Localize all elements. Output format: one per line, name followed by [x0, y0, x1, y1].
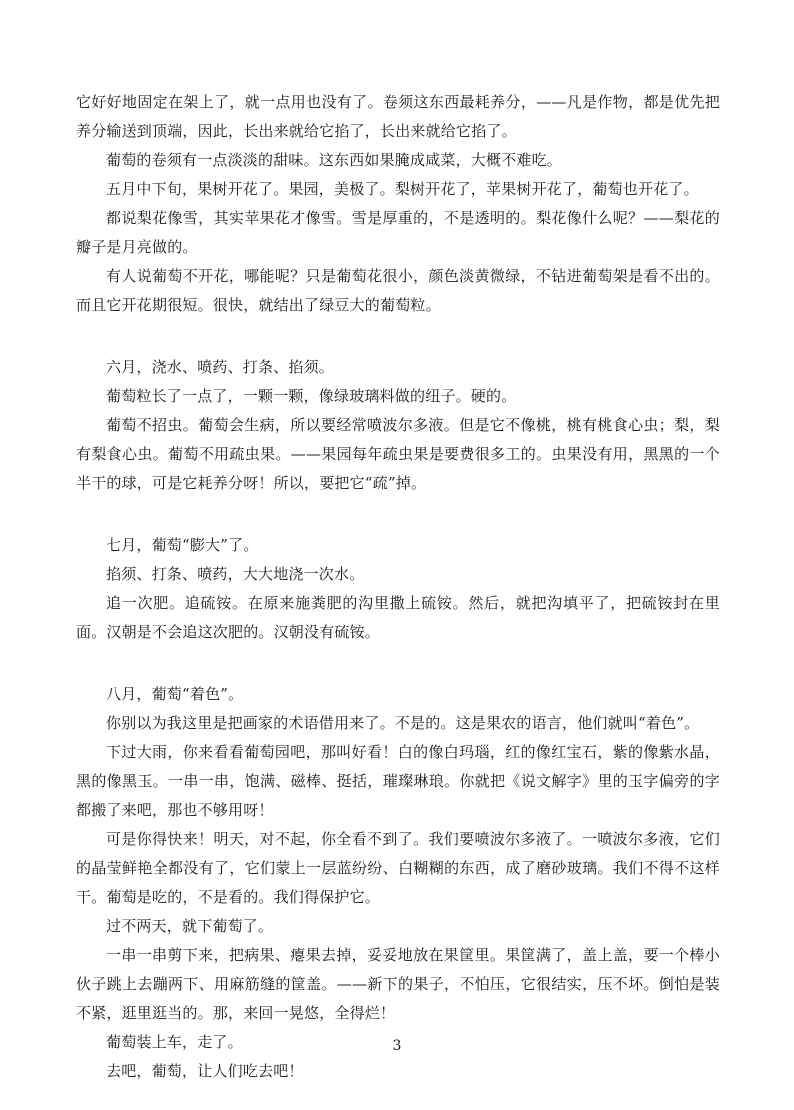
paragraph: 葡萄的卷须有一点淡淡的甜味。这东西如果腌成咸菜，大概不难吃。 — [106, 151, 563, 169]
paragraph: 过不两天，就下葡萄了。 — [106, 917, 274, 935]
document-body — [76, 88, 720, 1086]
section-2 — [76, 353, 720, 498]
section-4 — [76, 680, 720, 1086]
paragraph: 葡萄装上车，走了。 — [106, 1033, 243, 1051]
paragraph: 六月，浇水、喷药、打条、掐须。 — [106, 358, 335, 376]
paragraph: 七月，葡萄“膨大”了。 — [106, 536, 259, 554]
paragraph: 一串一串剪下来，把病果、瘪果去掉，妥妥地放在果筐里。果筐满了，盖上盖，要一个棒小伙子跳上去蹦两下、用麻筋缝的筐盖。——新下的果子，不怕压，它很结实，压不坏。倒怕是装不紧，逛里逛当的。那，来回一晃悠，全得烂！ — [76, 946, 720, 1022]
paragraph: 都说梨花像雪，其实苹果花才像雪。雪是厚重的，不是透明的。梨花像什么呢？——梨花的瓣子是月亮做的。 — [76, 209, 720, 256]
paragraph: 它好好地固定在架上了，就一点用也没有了。卷须这东西最耗养分，——凡是作物，都是优先把养分输送到顶端，因此，长出来就给它掐了，长出来就给它掐了。 — [76, 93, 720, 140]
paragraph: 下过大雨，你来看看葡萄园吧，那叫好看！白的像白玛瑙，红的像红宝石，紫的像紫水晶，黑的像黑玉。一串一串，饱满、磁棒、挺括，璀璨琳琅。你就把《说文解字》里的玉字偏旁的字都搬了来吧，那也不够用呀！ — [76, 743, 720, 819]
section-gap — [76, 320, 720, 353]
section-gap — [76, 498, 720, 531]
paragraph: 可是你得快来！明天，对不起，你全看不到了。我们要喷波尔多液了。一喷波尔多液，它们的晶莹鲜艳全都没有了，它们蒙上一层蓝纷纷、白糊糊的东西，成了磨砂玻璃。我们不得不这样干。葡萄是吃的，不是看的。我们得保护它。 — [76, 830, 720, 906]
paragraph: 掐须、打条、喷药，大大地浇一次水。 — [106, 565, 365, 583]
section-gap — [76, 647, 720, 680]
paragraph: 八月，葡萄“着色”。 — [106, 685, 244, 703]
paragraph: 有人说葡萄不开花，哪能呢？只是葡萄花很小，颜色淡黄微绿，不钻进葡萄架是看不出的。而且它开花期很短。很快，就结出了绿豆大的葡萄粒。 — [76, 267, 720, 314]
paragraph: 葡萄不招虫。葡萄会生病，所以要经常喷波尔多液。但是它不像桃，桃有桃食心虫；梨，梨有梨食心虫。葡萄不用疏虫果。——果园每年疏虫果是要费很多工的。虫果没有用，黑黑的一个半干的球，可是它耗养分呀！所以，要把它“疏”掉。 — [76, 416, 720, 492]
paragraph: 你别以为我这里是把画家的术语借用来了。不是的。这是果农的语言，他们就叫“着色”。 — [106, 714, 700, 732]
paragraph: 五月中下旬，果树开花了。果园，美极了。梨树开花了，苹果树开花了，葡萄也开花了。 — [106, 180, 699, 198]
paragraph: 去吧，葡萄，让人们吃去吧！ — [106, 1062, 304, 1080]
paragraph: 葡萄粒长了一点了，一颗一颗，像绿玻璃料做的纽子。硬的。 — [106, 387, 517, 405]
section-3 — [76, 531, 720, 647]
page-number: 3 — [392, 1038, 402, 1054]
paragraph: 追一次肥。追硫铵。在原来施粪肥的沟里撒上硫铵。然后，就把沟填平了，把硫铵封在里面。汉朝是不会追这次肥的。汉朝没有硫铵。 — [76, 594, 720, 641]
section-1 — [76, 88, 720, 320]
